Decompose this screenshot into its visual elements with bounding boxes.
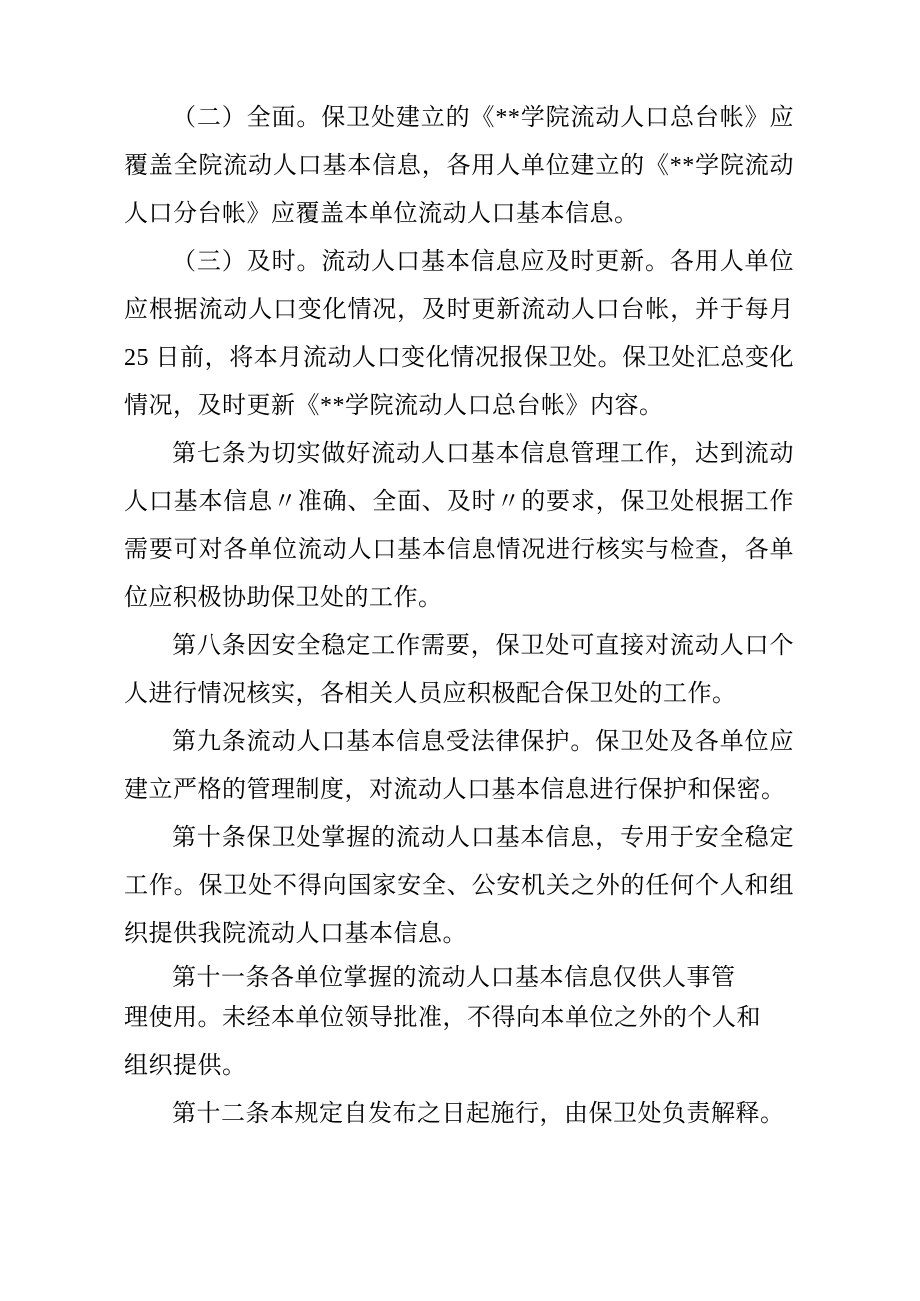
paragraph-item-2-quanmian: （二）全面。保卫处建立的《**学院流动人口总台帐》应覆盖全院流动人口基本信息，各用人单位建立的《**学院流动人口分台帐》应覆盖本单位流动人口基本信息。 [124,105,794,227]
paragraph-article-11-line-1: 第十一条各单位掌握的流动人口基本信息仅供人事管 [172,965,736,991]
paragraph-article-12: 第十二条本规定自发布之日起施行，由保卫处负责解释。 [172,1101,785,1127]
paragraph-article-10: 第十条保卫处掌握的流动人口基本信息，专用于安全稳定工作。保卫处不得向国家安全、公安机关之外的任何个人和组织提供我院流动人口基本信息。 [124,825,794,947]
paragraph-item-3-jishi: （三）及时。流动人口基本信息应及时更新。各用人单位应根据流动人口变化情况，及时更新流动人口台帐，并于每月 25 日前，将本月流动人口变化情况报保卫处。保卫处汇总变化情况，及时更新《**学院流动人口总台帐》内容。 [124,249,794,419]
paragraph-article-9: 第九条流动人口基本信息受法律保护。保卫处及各单位应建立严格的管理制度，对流动人口基本信息进行保护和保密。 [124,729,794,803]
paragraph-article-11-line-2: 理使用。未经本单位领导批准，不得向本单位之外的个人和 [124,1005,761,1031]
paragraph-article-11-line-3: 组织提供。 [124,1053,247,1079]
paragraph-article-11 [124,958,794,1086]
paragraph-article-7: 第七条为切实做好流动人口基本信息管理工作，达到流动人口基本信息〃准确、全面、及时〃的要求，保卫处根据工作需要可对各单位流动人口基本信息情况进行核实与检查，各单位应积极协助保卫处的工作。 [124,441,794,611]
paragraph-article-8: 第八条因安全稳定工作需要，保卫处可直接对流动人口个人进行情况核实，各相关人员应积极配合保卫处的工作。 [124,633,794,707]
document-body [124,94,794,1138]
